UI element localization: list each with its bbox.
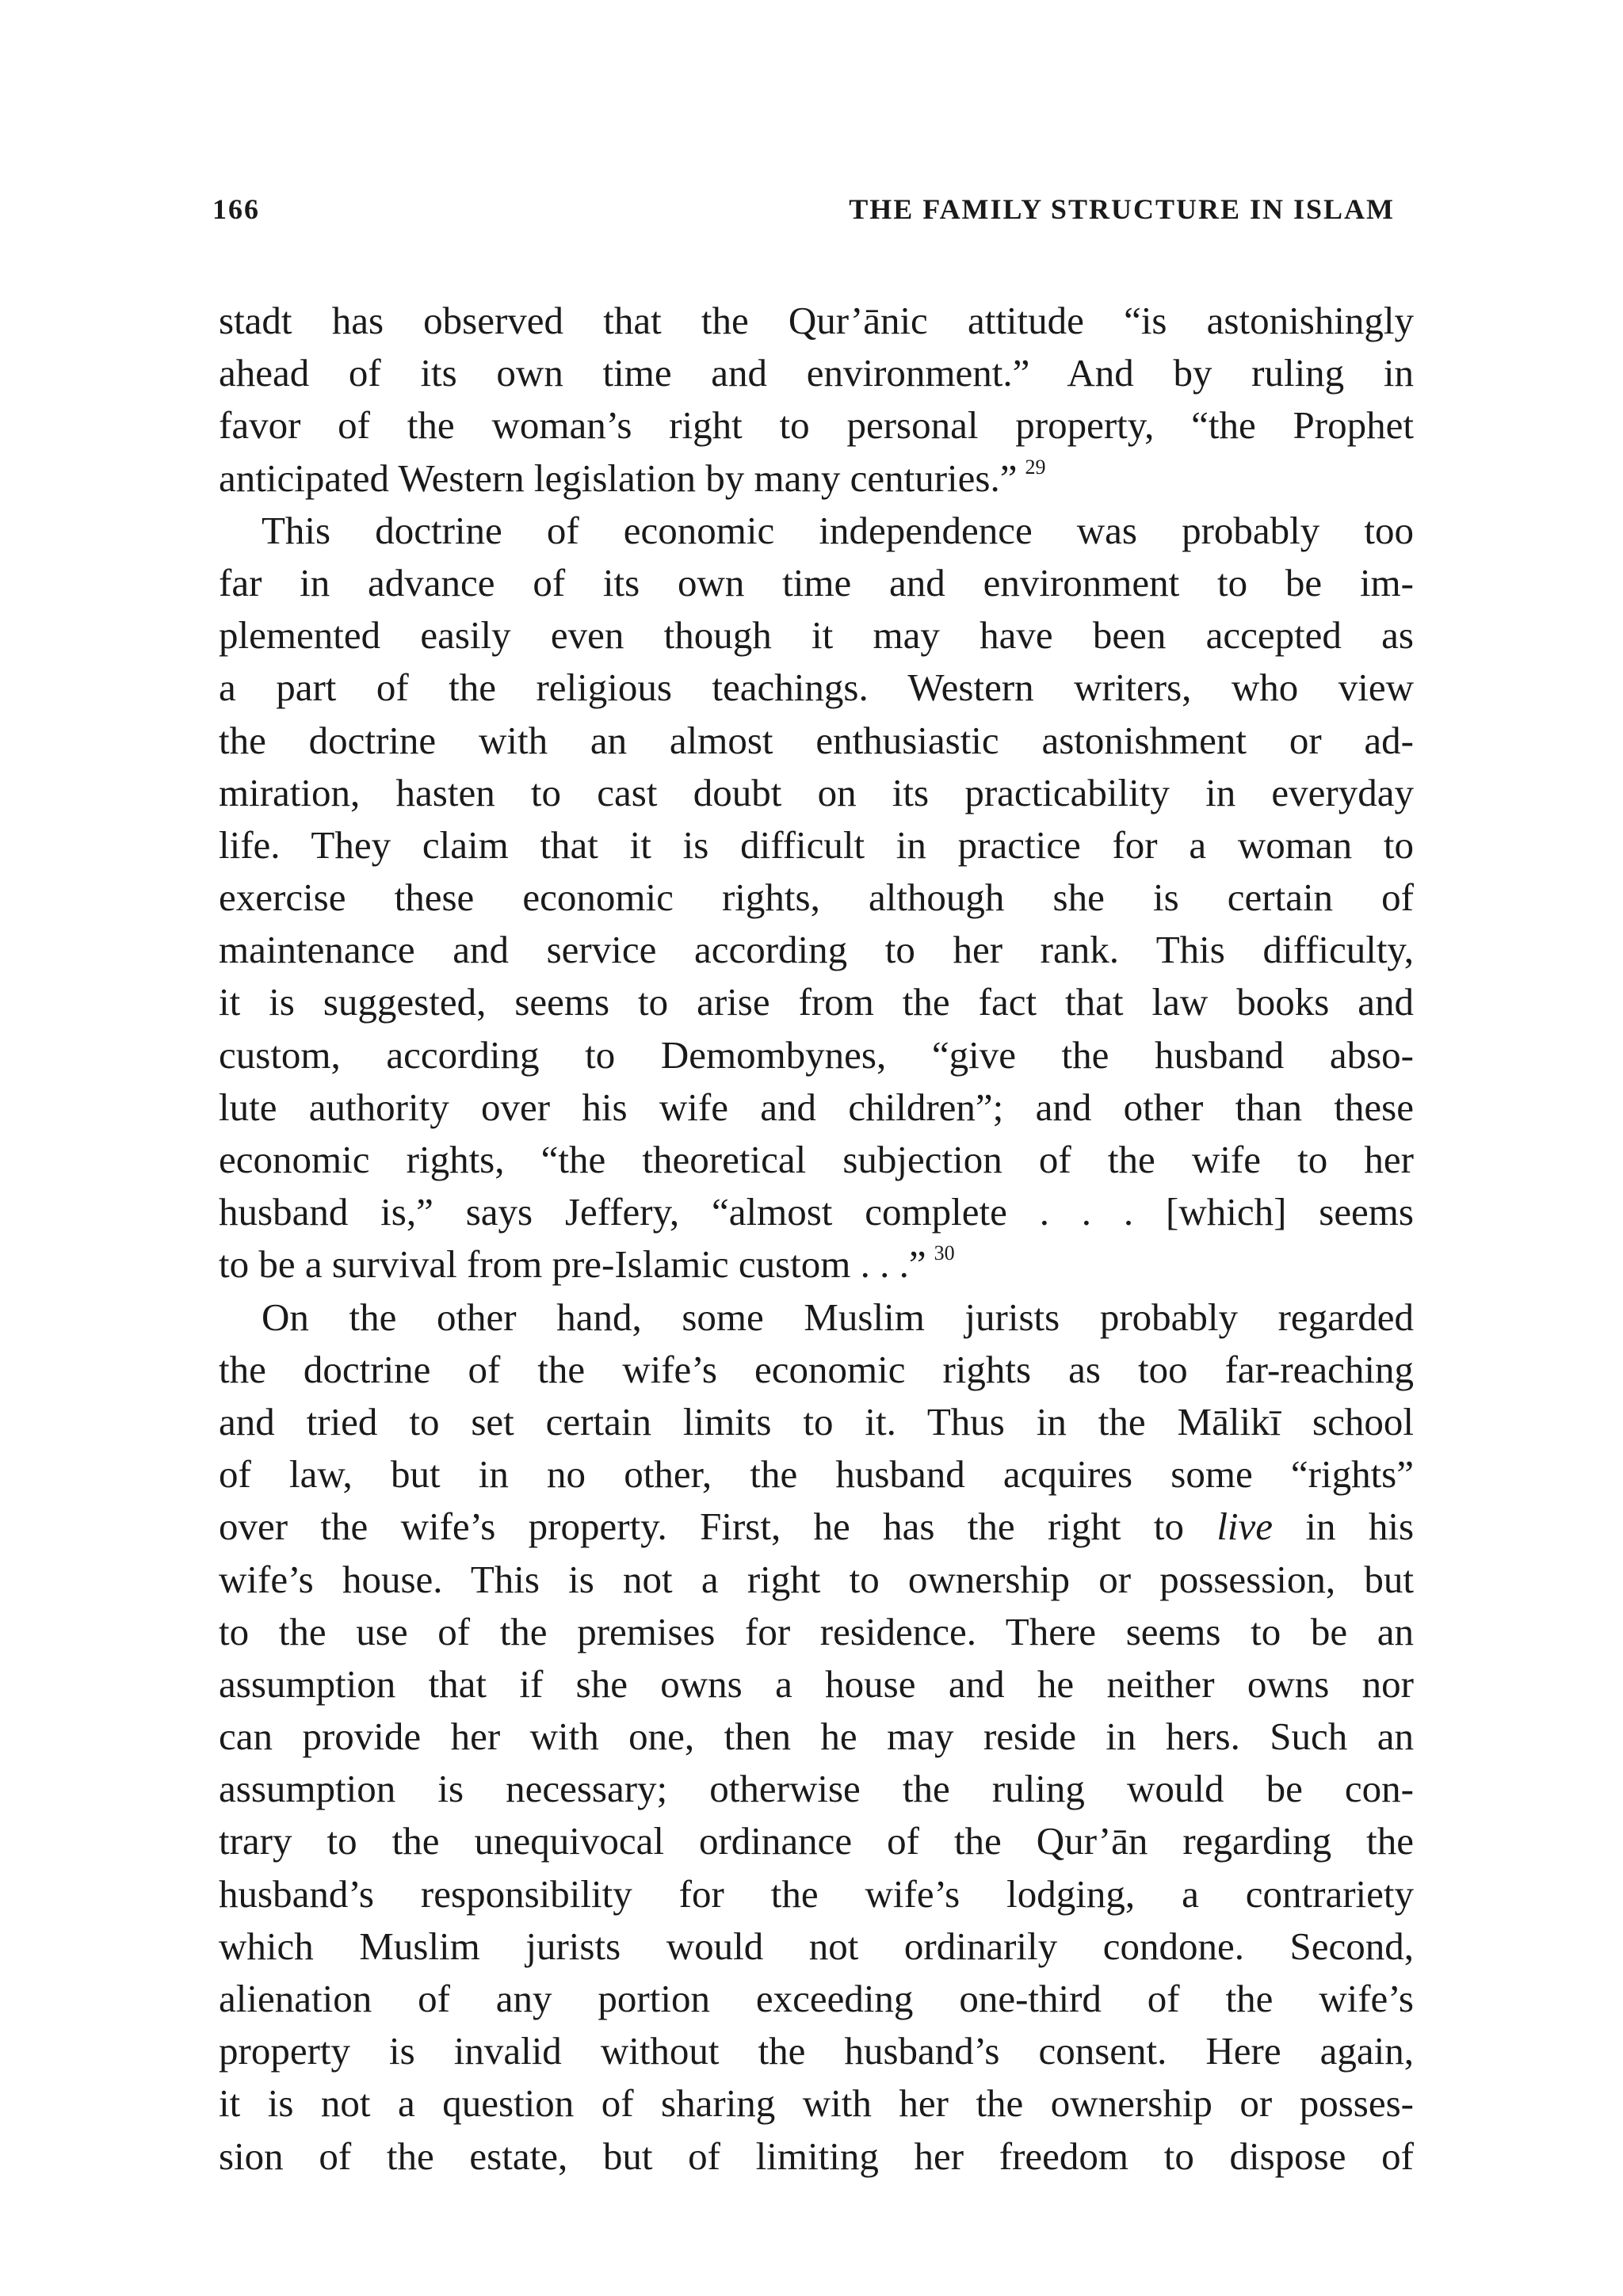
text-line: This doctrine of economic independence was probably too xyxy=(262,508,1414,552)
text-line: a part of the religious teachings. Western writers, who view xyxy=(219,666,1414,710)
text-line: custom, according to Demombynes, “give the husband abso- xyxy=(219,1032,1414,1077)
text-line xyxy=(219,1238,1414,1291)
text-line xyxy=(219,1501,1414,1553)
text-line: trary to the unequivocal ordinance of the Qur’ān regarding the xyxy=(219,1819,1414,1863)
text-line: assumption that if she owns a house and he neither owns nor xyxy=(219,1661,1414,1706)
text-line: favor of the woman’s right to personal property, “the Prophet xyxy=(219,403,1414,448)
text-line: to the use of the premises for residence. There seems to be an xyxy=(219,1609,1414,1653)
text-line xyxy=(219,452,1414,505)
page-number: 166 xyxy=(212,193,260,225)
paragraph-3 xyxy=(219,1291,1414,2183)
text-line: the doctrine of the wife’s economic rights as too far-reaching xyxy=(219,1347,1414,1391)
text-line: plemented easily even though it may have been accepted as xyxy=(219,613,1414,658)
text-line: maintenance and service according to her rank. This difficulty, xyxy=(219,928,1414,972)
text-segment: over the wife’s property. First, he has the right to xyxy=(219,1505,1184,1549)
text-line: lute authority over his wife and children”; and other than these xyxy=(219,1085,1414,1129)
text-line: can provide her with one, then he may reside in hers. Such an xyxy=(219,1714,1414,1759)
footnote-ref: 29 xyxy=(1025,455,1046,479)
text-line: which Muslim jurists would not ordinarily condone. Second, xyxy=(219,1924,1414,1968)
text-line: assumption is necessary; otherwise the ruling would be con- xyxy=(219,1767,1414,1811)
text-line: On the other hand, some Muslim jurists probably regarded xyxy=(262,1295,1414,1339)
text-line: alienation of any portion exceeding one-third of the wife’s xyxy=(219,1977,1414,2020)
paragraph-2 xyxy=(219,505,1414,1291)
text-line: and tried to set certain limits to it. Thus in the Mālikī school xyxy=(219,1399,1414,1444)
text-line-content: anticipated Western legislation by many centuries.” xyxy=(219,456,1018,500)
text-line: husband is,” says Jeffery, “almost complete . . . [which] seems xyxy=(219,1190,1414,1234)
italic-word: live xyxy=(1216,1505,1274,1549)
text-segment: in his xyxy=(1305,1505,1415,1549)
text-line: ahead of its own time and environment.” And by ruling in xyxy=(219,351,1414,395)
text-line: life. They claim that it is difficult in practice for a woman to xyxy=(219,822,1414,867)
text-line: sion of the estate, but of limiting her freedom to dispose of xyxy=(219,2134,1414,2178)
text-line: husband’s responsibility for the wife’s lodging, a contrariety xyxy=(219,1871,1414,1916)
text-line: it is suggested, seems to arise from the fact that law books and xyxy=(219,980,1414,1024)
paragraph-1 xyxy=(219,295,1414,505)
text-line: of law, but in no other, the husband acquires some “rights” xyxy=(219,1452,1414,1497)
running-head xyxy=(212,193,1395,240)
text-line: exercise these economic rights, although she is certain of xyxy=(219,875,1414,920)
text-line: far in advance of its own time and environment to be im- xyxy=(219,560,1414,605)
text-line-content: to be a survival from pre-Islamic custom . . .” xyxy=(219,1242,926,1287)
text-line: economic rights, “the theoretical subjection of the wife to her xyxy=(219,1138,1414,1181)
text-line: the doctrine with an almost enthusiastic astonishment or ad- xyxy=(219,718,1414,762)
text-line: stadt has observed that the Qur’ānic attitude “is astonishingly xyxy=(219,299,1414,342)
text-line: wife’s house. This is not a right to ownership or possession, but xyxy=(219,1557,1414,1601)
running-title: THE FAMILY STRUCTURE IN ISLAM xyxy=(849,193,1395,225)
text-line: miration, hasten to cast doubt on its practicability in everyday xyxy=(219,770,1414,814)
text-line: property is invalid without the husband’s consent. Here again, xyxy=(219,2029,1414,2073)
text-line: it is not a question of sharing with her the ownership or posses- xyxy=(219,2081,1414,2126)
footnote-ref: 30 xyxy=(934,1241,955,1265)
body-text xyxy=(219,295,1414,2183)
